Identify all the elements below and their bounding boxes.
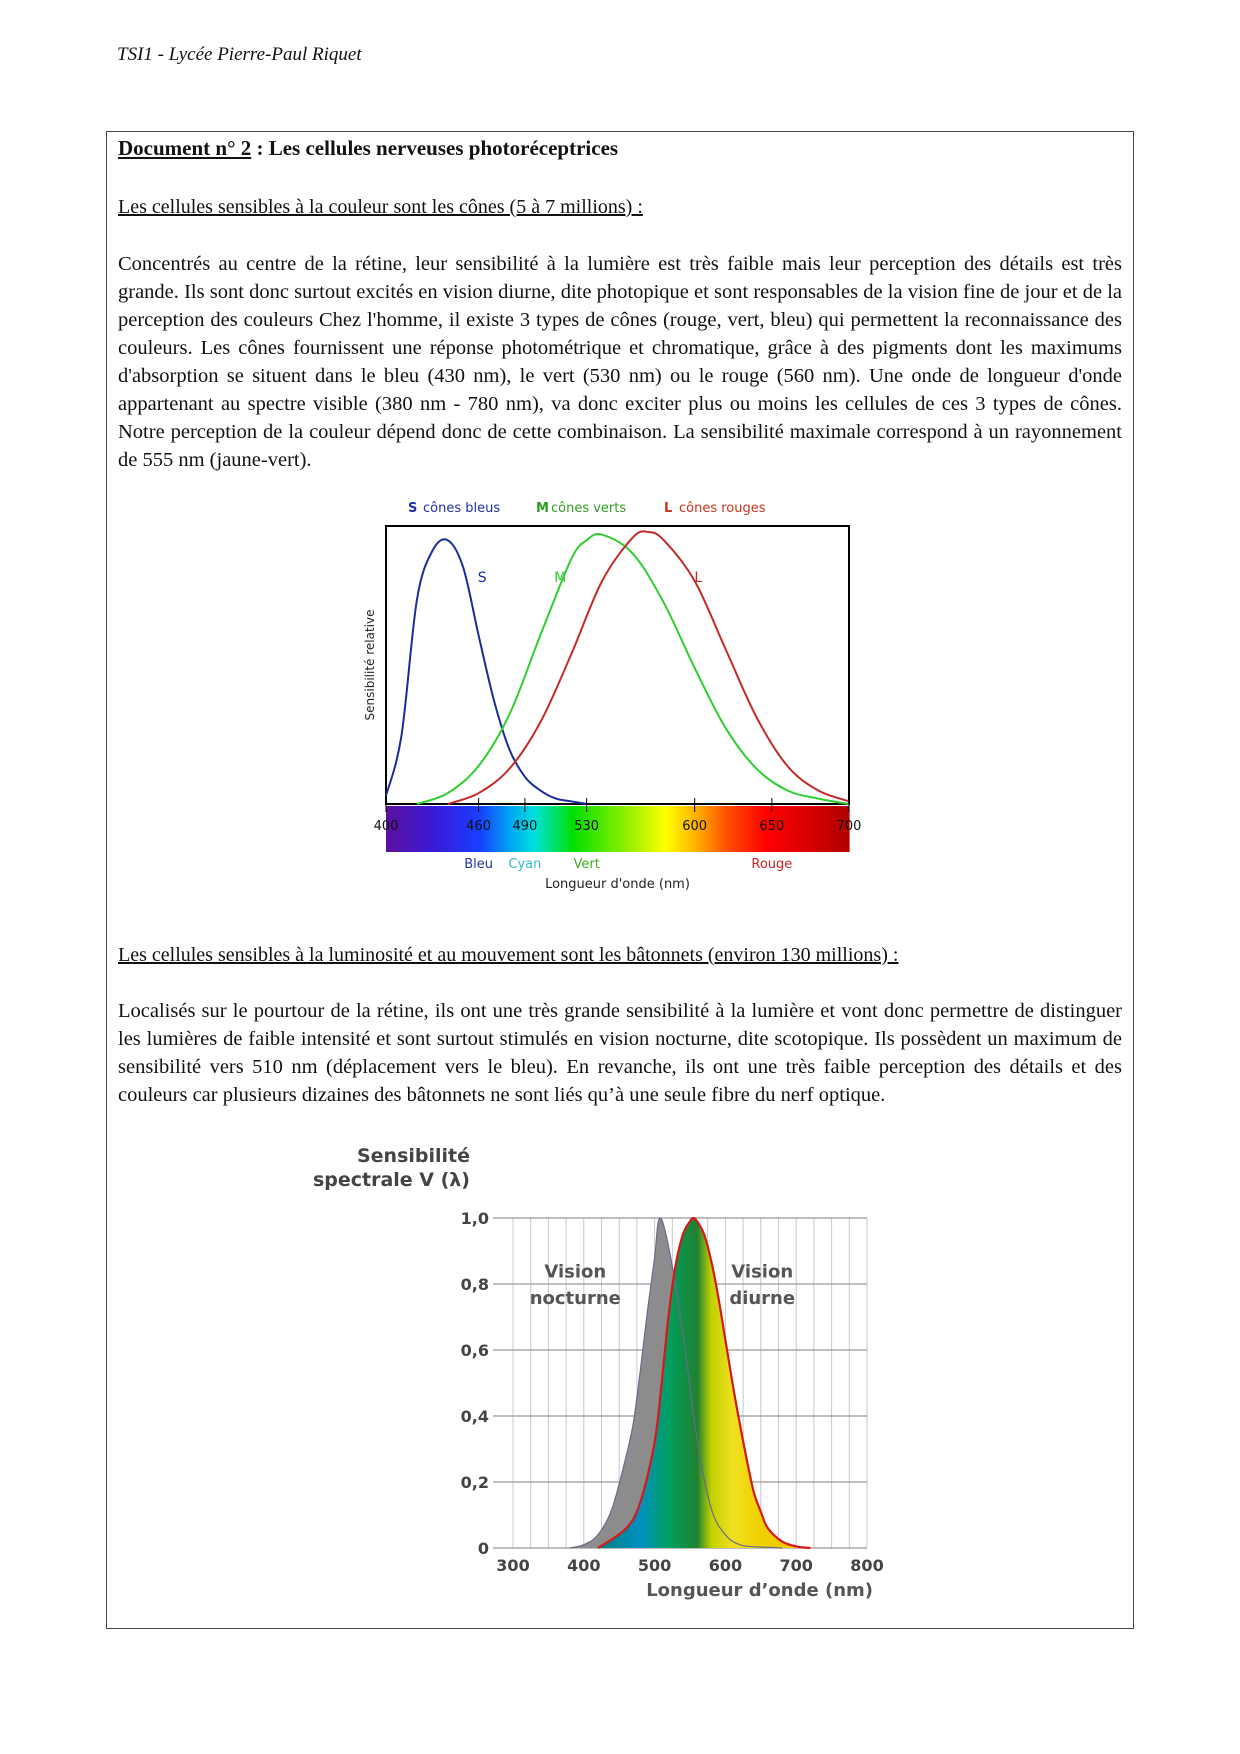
x-tick-label-460: 460 [466,819,492,834]
curve-label-L: L [694,570,703,586]
legend-letter-L: L [664,501,673,516]
plot-frame [386,526,849,804]
legend-letter-S: S [408,501,418,516]
x-tick-label-800: 800 [850,1556,884,1575]
document-title [118,136,618,161]
section-cones-heading: Les cellules sensibles à la couleur sont les cônes (5 à 7 millions) : [118,196,643,218]
document-title-text: : Les cellules nerveuses photoréceptrices [251,136,619,160]
cone-sensitivity-chart [360,498,880,943]
legend-label-M: cônes verts [551,501,627,516]
y-tick-label-0: 0 [477,1539,489,1558]
y-tick-label-1: 0,2 [460,1473,489,1492]
y-axis-label: Sensibilité relative [363,609,377,721]
curve-label-S: S [477,570,487,586]
x-tick-label-600: 600 [708,1556,743,1575]
x-axis-label: Longueur d’onde (nm) [646,1580,873,1601]
y-tick-label-3: 0,6 [460,1341,489,1360]
chart-title-line2: spectrale V (λ) [312,1169,470,1191]
annotation-vision-nocturne-1: Vision [544,1261,607,1283]
x-tick-label-650: 650 [759,819,785,834]
legend-label-L: cônes rouges [679,501,766,516]
annotation-vision-diurne-1: Vision [731,1261,794,1283]
x-tick-label-400: 400 [567,1556,601,1575]
legend-label-S: cônes bleus [423,501,501,516]
y-tick-label-2: 0,4 [460,1407,489,1426]
document-number: Document n° 2 [118,136,252,160]
page-header: TSI1 - Lycée Pierre-Paul Riquet [117,44,362,65]
color-label-rouge: Rouge [751,857,793,872]
section-rods-heading: Les cellules sensibles à la luminosité et au mouvement sont les bâtonnets (environ 130 millions) : [118,944,899,966]
color-label-cyan: Cyan [508,857,542,872]
x-tick-label-530: 530 [574,819,600,834]
annotation-vision-nocturne-2: nocturne [529,1287,621,1309]
x-tick-label-700: 700 [779,1556,813,1575]
color-label-bleu: Bleu [464,857,493,872]
color-label-vert: Vert [573,857,600,872]
spectral-sensitivity-svg [312,1142,910,1602]
x-tick-label-490: 490 [512,819,538,834]
legend-letter-M: M [536,501,549,516]
section-rods-paragraph: Localisés sur le pourtour de la rétine, ils ont une très grande sensibilité à la lumière et vont donc permettre de distinguer les lumières de faible intensité et sont surtout stimulés en vision nocturne, dite scotopique. Ils possèdent un maximum de sensibilité vers 510 nm (déplacement vers le bleu). En revanche, ils ont une très faible perception des détails et des couleurs car plusieurs dizaines des bâtonnets ne sont liés qu’à une seule fibre du nerf optique. [118,1000,1122,1106]
curve-label-M: M [554,570,567,586]
section-cones-paragraph: Concentrés au centre de la rétine, leur sensibilité à la lumière est très faible mais leur perception des détails est très grande. Ils sont donc surtout excités en vision diurne, dite photopique et sont responsables de la vision fine de jour et de la perception des couleurs Chez l'homme, il existe 3 types de cônes (rouge, vert, bleu) qui permettent la reconnaissance des couleurs. Les cônes fournissent une réponse photométrique et chromatique, grâce à des pigments dont les maximums d'absorption se situent dans le bleu (430 nm), le vert (530 nm) ou le rouge (560 nm). Une onde de longueur d'onde appartenant au spectre visible (380 nm - 780 nm), va donc exciter plus ou moins les cellules de ces 3 types de cônes. Notre perception de la couleur dépend donc de cette combinaison. La sensibilité maximale correspond à un rayonnement de 555 nm (jaune-vert). [118,253,1122,471]
x-tick-label-400: 400 [373,819,399,834]
y-tick-label-5: 1,0 [460,1209,489,1228]
spectral-sensitivity-chart [312,1142,910,1607]
x-tick-label-300: 300 [496,1556,530,1575]
cone-sensitivity-svg [360,498,880,938]
y-tick-label-4: 0,8 [460,1275,489,1294]
x-tick-label-500: 500 [637,1556,672,1575]
annotation-vision-diurne-2: diurne [729,1287,796,1309]
x-tick-label-700: 700 [836,819,862,834]
x-axis-label: Longueur d'onde (nm) [545,877,690,892]
x-tick-label-600: 600 [682,819,708,834]
chart-title-line1: Sensibilité [356,1145,470,1167]
